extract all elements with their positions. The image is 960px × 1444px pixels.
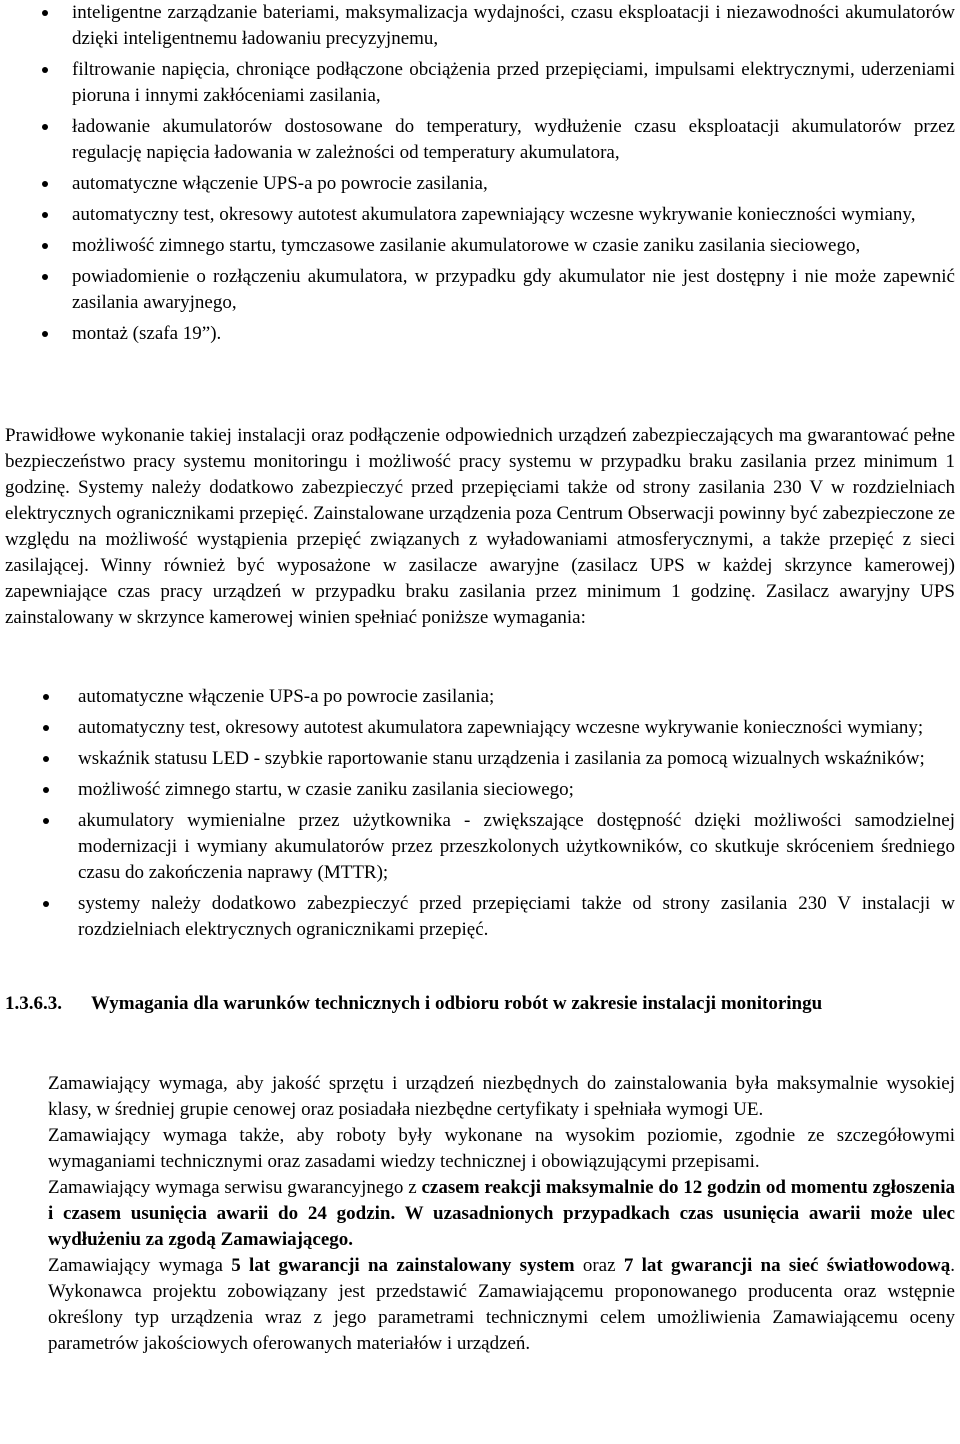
paragraph-quality: Zamawiający wymaga, aby jakość sprzętu i urządzeń niezbędnych do zainstalowania była maksymalnie wysokiej klasy, w średniej grupie cenowej oraz posiadała niezbędne certyfikaty i spełniała wymogi UE. xyxy=(48,1073,955,1120)
list-item: automatyczne włączenie UPS-a po powrocie zasilania; xyxy=(0,684,955,710)
paragraph-works: Zamawiający wymaga także, aby roboty były wykonane na wysokim poziomie, zgodnie ze szczegółowymi wymaganiami technicznymi oraz zasadami wiedzy technicznej i obowiązującymi przepisami. xyxy=(48,1125,955,1172)
list-item: systemy należy dodatkowo zabezpieczyć przed przepięciami także od strony zasilania 230 V instalacji w rozdzielniach elektrycznych ogranicznikami przepięć. xyxy=(0,891,955,943)
list-item: inteligentne zarządzanie bateriami, maksymalizacja wydajności, czasu eksploatacji i niezawodności akumulatorów dzięki inteligentnemu ładowaniu precyzyjnemu, xyxy=(0,0,955,52)
section-number: 1.3.6.3. xyxy=(5,993,62,1014)
list-item: ładowanie akumulatorów dostosowane do temperatury, wydłużenie czasu eksploatacji akumulatorów przez regulację napięcia ładowania w zależności od temperatury akumulatora, xyxy=(0,114,955,166)
list-item: automatyczne włączenie UPS-a po powrocie zasilania, xyxy=(0,171,955,197)
list-item: powiadomienie o rozłączeniu akumulatora, w przypadku gdy akumulator nie jest dostępny i nie może zapewnić zasilania awaryjnego, xyxy=(0,264,955,316)
list-item: automatyczny test, okresowy autotest akumulatora zapewniający wczesne wykrywanie konieczności wymiany; xyxy=(0,715,955,741)
warranty-text-3: . Wykonawca projektu zobowiązany jest przedstawić Zamawiającemu proponowanego producenta oraz wstępnie określony typ urządzenia wraz z jego parametrami technicznymi celem umożliwienia Zamawiającemu oceny parametrów jakościowych oferowanych materiałów i urządzeń. xyxy=(48,1255,955,1354)
warranty-system-bold: 5 lat gwarancji na zainstalowany system xyxy=(231,1255,575,1276)
paragraph-warranty xyxy=(48,1253,955,1357)
warranty-text-1: Zamawiający wymaga xyxy=(48,1255,232,1276)
paragraph-service xyxy=(48,1175,955,1253)
section-title: Wymagania dla warunków technicznych i odbioru robót w zakresie instalacji monitoringu xyxy=(91,993,823,1014)
list-item: akumulatory wymienialne przez użytkownika - zwiększające dostępność dzięki możliwości samodzielnej modernizacji i wymiany akumulatorów przez przeszkolonych użytkowników, co skutkuje skróceniem średniego czasu do zakończenia naprawy (MTTR); xyxy=(0,808,955,886)
ups-features-list xyxy=(0,0,955,352)
warranty-text-2: oraz xyxy=(574,1255,624,1276)
section-heading xyxy=(5,991,955,1017)
installation-paragraph: Prawidłowe wykonanie takiej instalacji oraz podłączenie odpowiednich urządzeń zabezpieczających ma gwarantować pełne bezpieczeństwo pracy systemu monitoringu i możliwość pracy systemu w przypadku braku zasilania przez minimum 1 godzinę. Systemy należy dodatkowo zabezpieczyć przed przepięciami także od strony zasilania 230 V w rozdzielniach elektrycznych ogranicznikami przepięć. Zainstalowane urządzenia poza Centrum Obserwacji powinny być zabezpieczone ze względu na możliwość wystąpienia przepięć związanych z wyładowaniami atmosferycznymi, a także przepięć z sieci zasilającej. Winny również być wyposażone w zasilacze awaryjne (zasilacz UPS w każdej skrzynce kamerowej) zapewniające czas pracy urządzeń w przypadku braku zasilania przez minimum 1 godzinę. Zasilacz awaryjny UPS zainstalowany w skrzynce kamerowej winien spełniać poniższe wymagania: xyxy=(5,425,955,628)
requirements-section xyxy=(48,1071,955,1357)
list-item: możliwość zimnego startu, tymczasowe zasilanie akumulatorowe w czasie zaniku zasilania sieciowego, xyxy=(0,233,955,259)
list-item: montaż (szafa 19”). xyxy=(0,321,955,347)
warranty-fiber-bold: 7 lat gwarancji na sieć światłowodową xyxy=(623,1255,951,1276)
service-terms-bold: czasem reakcji maksymalnie do 12 godzin od momentu zgłoszenia i czasem usunięcia awarii do 24 godzin. W uzasadnionych przypadkach czas usunięcia awarii może ulec wydłużeniu za zgodą Zamawiającego. xyxy=(48,1177,955,1250)
ups-requirements-list xyxy=(0,684,955,948)
list-item: możliwość zimnego startu, w czasie zaniku zasilania sieciowego; xyxy=(0,777,955,803)
service-text: Zamawiający wymaga serwisu gwarancyjnego z xyxy=(48,1177,422,1198)
list-item: filtrowanie napięcia, chroniące podłączone obciążenia przed przepięciami, impulsami elektrycznymi, uderzeniami pioruna i innymi zakłóceniami zasilania, xyxy=(0,57,955,109)
list-item: wskaźnik statusu LED - szybkie raportowanie stanu urządzenia i zasilania za pomocą wizualnych wskaźników; xyxy=(0,746,955,772)
list-item: automatyczny test, okresowy autotest akumulatora zapewniający wczesne wykrywanie konieczności wymiany, xyxy=(0,202,955,228)
